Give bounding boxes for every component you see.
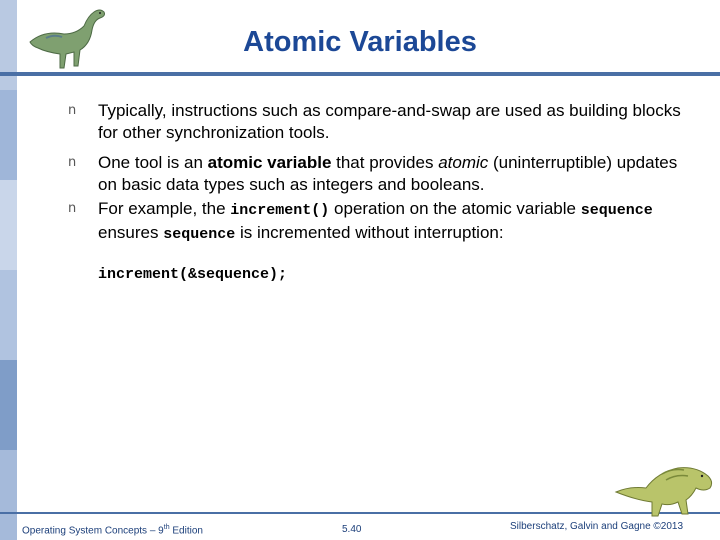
bullet-item [68,152,688,196]
bullet-list [68,100,688,246]
code-sequence: sequence [163,226,236,243]
bullet-marker: n [68,201,77,216]
bullet-item [68,198,688,246]
bullet-text-pre: One tool is an [98,153,208,172]
bullet-item [68,100,688,144]
bullet-marker: n [68,103,77,118]
footer-left-suffix: Edition [169,525,203,537]
code-sequence: sequence [580,202,653,219]
bullet-text-mid: that provides [331,153,439,172]
bullet-text-pre: For example, the [98,199,231,218]
footer-left-sup: th [163,524,170,531]
bullet-text-post: is incremented without interruption: [235,223,504,242]
bullet-marker: n [68,155,77,170]
footer-copyright: Silberschatz, Galvin and Gagne ©2013 [510,521,684,532]
dinosaur-icon [24,4,114,72]
code-line: increment(&sequence); [98,266,288,283]
code-increment: increment() [230,202,330,219]
footer-book-title [22,524,203,536]
slide-number: 5.40 [342,524,362,535]
dinosaur-icon [612,462,716,518]
bullet-text-post: (uninterruptible) updates on basic data types such as integers and booleans. [98,153,678,194]
slide-title: Atomic Variables [243,26,477,58]
term-atomic: atomic [438,153,489,172]
sidebar-decoration [0,0,17,540]
header-rule [0,72,720,76]
bullet-text-mid: operation on the atomic variable [329,199,581,218]
bullet-text: Typically, instructions such as compare-and-swap are used as building blocks for other synchronization tools. [98,101,681,142]
term-atomic-variable: atomic variable [207,153,332,172]
footer-left-text: Operating System Concepts – 9 [22,525,164,537]
bullet-text-mid2: ensures [98,223,164,242]
